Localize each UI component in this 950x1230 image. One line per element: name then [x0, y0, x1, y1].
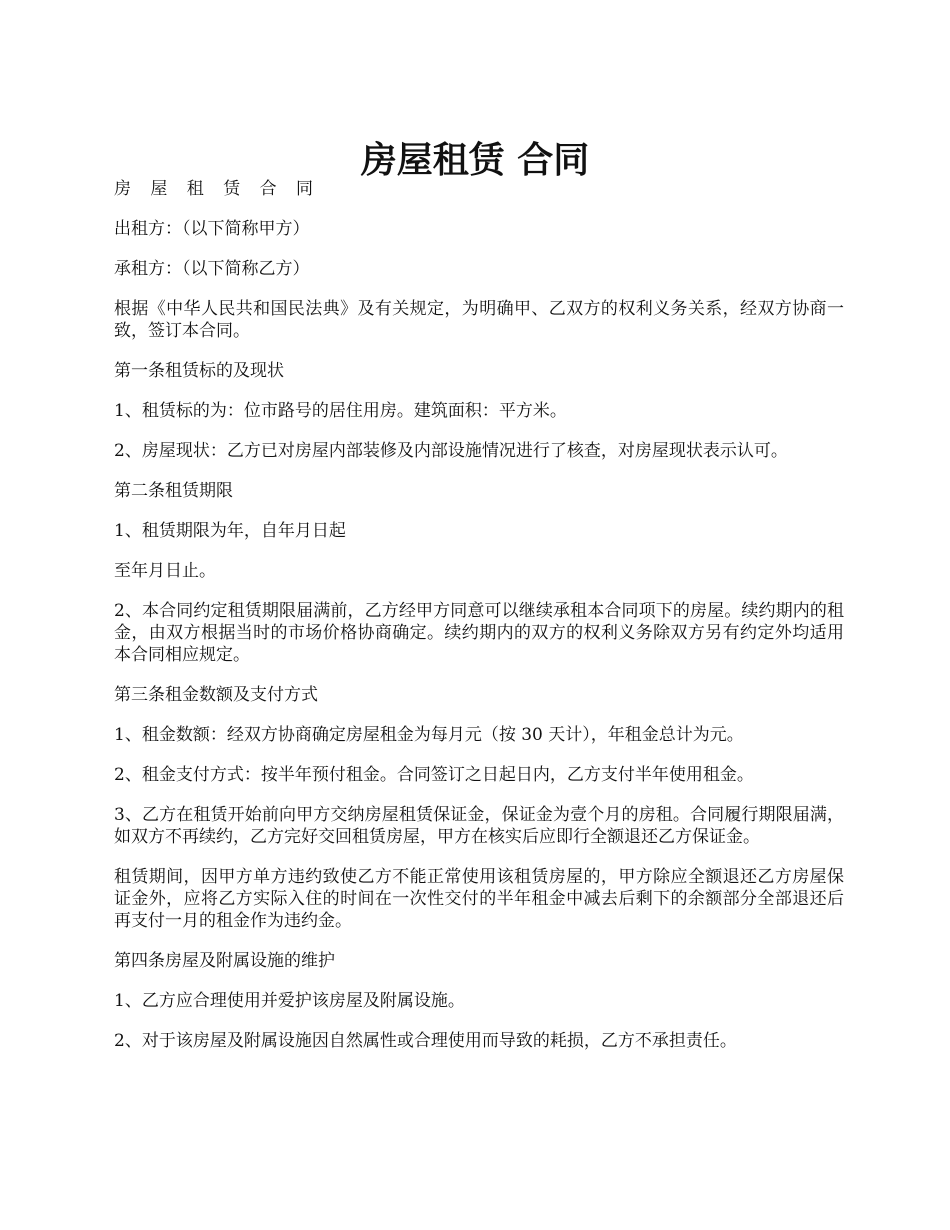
- article-4-item-2: 2、对于该房屋及附属设施因自然属性或合理使用而导致的耗损，乙方不承担责任。: [114, 1031, 737, 1051]
- preamble-paragraph: 根据《中华人民共和国民法典》及有关规定，为明确甲、乙双方的权利义务关系，经双方协商一致，签订本合同。: [114, 299, 844, 341]
- lessor-paragraph: 出租方：（以下简称甲方）: [114, 219, 310, 239]
- article-2-item-1: 1、租赁期限为年，自年月日起: [114, 521, 346, 541]
- article-4-item-1: 1、乙方应合理使用并爱护该房屋及附属设施。: [114, 991, 465, 1011]
- lessee-paragraph: 承租方：（以下简称乙方）: [114, 259, 310, 279]
- article-2-item-1-end: 至年月日止。: [114, 561, 216, 581]
- article-3-heading: 第三条租金数额及支付方式: [114, 685, 318, 705]
- article-1-heading: 第一条租赁标的及现状: [114, 361, 284, 381]
- subtitle-paragraph: 房 屋 租 赁 合 同: [114, 179, 321, 199]
- article-3-penalty-paragraph: 租赁期间，因甲方单方违约致使乙方不能正常使用该租赁房屋的，甲方除应全额退还乙方房屋保证金外，应将乙方实际入住的时间在一次性交付的半年租金中减去后剩下的余额部分全部退还后再支付一月的租金作为违约金。: [114, 867, 844, 931]
- article-1-item-2: 2、房屋现状：乙方已对房屋内部装修及内部设施情况进行了核查，对房屋现状表示认可。: [114, 441, 788, 461]
- article-1-item-1: 1、租赁标的为：位市路号的居住用房。建筑面积：平方米。: [114, 401, 567, 421]
- document-title: 房屋租赁 合同: [360, 139, 590, 182]
- article-2-item-2: 2、本合同约定租赁期限届满前，乙方经甲方同意可以继续承租本合同项下的房屋。续约期内的租金，由双方根据当时的市场价格协商确定。续约期内的双方的权利义务除双方另有约定外均适用本合同相应规定。: [114, 601, 844, 665]
- article-3-item-2: 2、租金支付方式：按半年预付租金。合同签订之日起日内，乙方支付半年使用租金。: [114, 765, 754, 785]
- article-2-heading: 第二条租赁期限: [114, 481, 233, 501]
- article-3-item-1: 1、租金数额：经双方协商确定房屋租金为每月元（按 30 天计），年租金总计为元。: [114, 725, 744, 745]
- document-body: [114, 178, 844, 1070]
- article-3-item-3: 3、乙方在租赁开始前向甲方交纳房屋租赁保证金，保证金为壹个月的房租。合同履行期限届满，如双方不再续约，乙方完好交回租赁房屋，甲方在核实后应即行全额退还乙方保证金。: [114, 805, 844, 847]
- article-4-heading: 第四条房屋及附属设施的维护: [114, 951, 335, 971]
